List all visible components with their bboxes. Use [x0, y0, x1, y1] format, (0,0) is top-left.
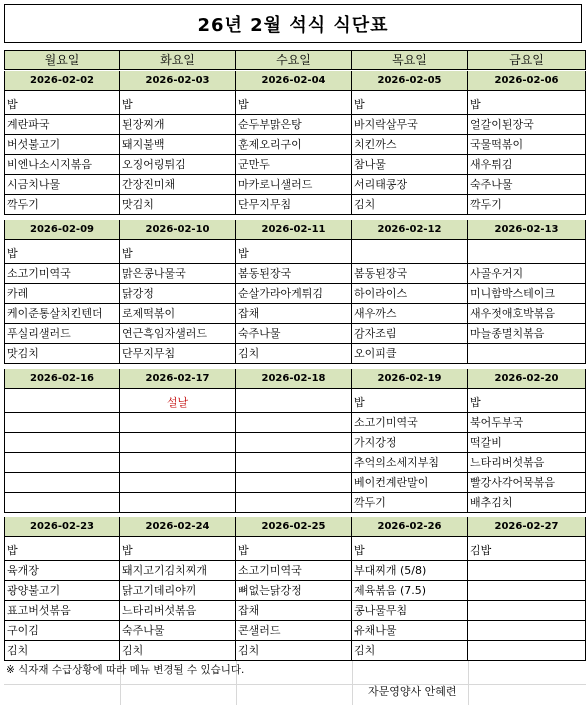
date-cell: 2026-02-04 [236, 71, 352, 91]
menu-item: 참나물 [352, 155, 468, 175]
date-cell: 2026-02-12 [352, 220, 468, 240]
menu-item: 느타리버섯볶음 [120, 601, 236, 621]
menu-item: 콩나물무침 [352, 601, 468, 621]
menu-item: 미니함박스테이크 [468, 284, 586, 304]
date-cell: 2026-02-25 [236, 517, 352, 537]
menu-row [4, 473, 586, 493]
menu-item: 순두부맑은탕 [236, 115, 352, 135]
menu-item: 맑은콩나물국 [120, 264, 236, 284]
menu-item [468, 344, 586, 364]
weekday-header-row [4, 50, 586, 70]
menu-item: 김밥 [468, 541, 586, 561]
spacer-cell [236, 240, 352, 244]
spacer-cell [352, 537, 468, 541]
spacer-cell [236, 537, 352, 541]
menu-item [120, 493, 236, 513]
weekday-header: 수요일 [236, 50, 352, 70]
menu-item: 김치 [4, 641, 120, 661]
menu-item: 밥 [4, 95, 120, 115]
menu-item: 감자조림 [352, 324, 468, 344]
weekday-header: 목요일 [352, 50, 468, 70]
menu-item: 유채나물 [352, 621, 468, 641]
menu-row [4, 413, 586, 433]
menu-item: 순살가라아게튀김 [236, 284, 352, 304]
spacer-cell [468, 91, 586, 95]
menu-item [352, 244, 468, 264]
spacer-cell [120, 240, 236, 244]
menu-item: 부대찌개 (5/8) [352, 561, 468, 581]
menu-item: 새우젓애호박볶음 [468, 304, 586, 324]
menu-row [4, 135, 586, 155]
menu-row [4, 155, 586, 175]
week-spacer [4, 389, 586, 393]
menu-item [468, 641, 586, 661]
menu-item [120, 413, 236, 433]
menu-item: 배추김치 [468, 493, 586, 513]
menu-item: 맛김치 [120, 195, 236, 215]
menu-item: 하이라이스 [352, 284, 468, 304]
gridline [352, 660, 353, 705]
menu-item: 연근흑임자샐러드 [120, 324, 236, 344]
menu-item [120, 473, 236, 493]
menu-item: 제육볶음 (7.5) [352, 581, 468, 601]
gridline [468, 660, 469, 705]
menu-item: 구이김 [4, 621, 120, 641]
menu-item: 시금치나물 [4, 175, 120, 195]
page-title: 26년 2월 석식 식단표 [4, 4, 582, 43]
menu-item: 봄동된장국 [352, 264, 468, 284]
menu-item: 밥 [468, 95, 586, 115]
date-row [4, 220, 586, 240]
menu-item: 잡채 [236, 601, 352, 621]
menu-item [4, 433, 120, 453]
menu-item [236, 493, 352, 513]
menu-item: 마카로니샐러드 [236, 175, 352, 195]
date-cell: 2026-02-23 [4, 517, 120, 537]
menu-item: 밥 [352, 541, 468, 561]
date-cell: 2026-02-20 [468, 369, 586, 389]
menu-item: 바지락살무국 [352, 115, 468, 135]
menu-item: 콘샐러드 [236, 621, 352, 641]
menu-item: 버섯불고기 [4, 135, 120, 155]
menu-row [4, 621, 586, 641]
menu-item: 가지강정 [352, 433, 468, 453]
menu-row [4, 493, 586, 513]
menu-row [4, 393, 586, 413]
weekday-header: 금요일 [468, 50, 586, 70]
menu-item: 간장진미채 [120, 175, 236, 195]
menu-item: 훈제오리구이 [236, 135, 352, 155]
menu-item: 느타리버섯볶음 [468, 453, 586, 473]
menu-row [4, 195, 586, 215]
menu-item: 닭강정 [120, 284, 236, 304]
holiday-label: 설날 [120, 393, 236, 413]
menu-item: 닭고기데리야끼 [120, 581, 236, 601]
gridline [4, 684, 586, 685]
menu-item: 잡채 [236, 304, 352, 324]
menu-item: 새우까스 [352, 304, 468, 324]
menu-row [4, 601, 586, 621]
menu-item: 돼지고기김치찌개 [120, 561, 236, 581]
date-cell: 2026-02-26 [352, 517, 468, 537]
menu-item [236, 433, 352, 453]
menu-row [4, 453, 586, 473]
date-row [4, 517, 586, 537]
date-cell: 2026-02-13 [468, 220, 586, 240]
menu-item: 깍두기 [468, 195, 586, 215]
weekday-header: 월요일 [4, 50, 120, 70]
date-row [4, 369, 586, 389]
menu-item [236, 393, 352, 413]
spacer-cell [468, 240, 586, 244]
menu-row [4, 95, 586, 115]
menu-row [4, 433, 586, 453]
menu-item [236, 453, 352, 473]
menu-row [4, 641, 586, 661]
nutritionist-signature: 자문영양사 안혜련 [368, 685, 457, 698]
menu-row [4, 264, 586, 284]
week-spacer [4, 91, 586, 95]
menu-item: 마늘종멸치볶음 [468, 324, 586, 344]
menu-item: 밥 [236, 95, 352, 115]
menu-row [4, 284, 586, 304]
date-cell: 2026-02-27 [468, 517, 586, 537]
menu-item: 김치 [236, 641, 352, 661]
menu-item [468, 244, 586, 264]
menu-row [4, 175, 586, 195]
menu-item [236, 473, 352, 493]
menu-item [120, 453, 236, 473]
menu-item: 빨강사각어묵볶음 [468, 473, 586, 493]
spacer-cell [120, 389, 236, 393]
menu-item: 김치 [352, 641, 468, 661]
spacer-cell [236, 389, 352, 393]
spacer-cell [4, 91, 120, 95]
date-row [4, 71, 586, 91]
menu-item: 푸실리샐러드 [4, 324, 120, 344]
menu-item: 뼈없는닭강정 [236, 581, 352, 601]
menu-item [4, 453, 120, 473]
menu-item [236, 413, 352, 433]
spacer-cell [4, 389, 120, 393]
date-cell: 2026-02-09 [4, 220, 120, 240]
menu-row [4, 561, 586, 581]
menu-item [4, 413, 120, 433]
menu-item: 사골우거지 [468, 264, 586, 284]
menu-row [4, 541, 586, 561]
menu-item: 밥 [4, 541, 120, 561]
menu-change-note: ※ 식자재 수급상황에 따라 메뉴 변경될 수 있습니다. [6, 664, 245, 676]
date-cell: 2026-02-02 [4, 71, 120, 91]
menu-item: 북어두부국 [468, 413, 586, 433]
date-cell: 2026-02-19 [352, 369, 468, 389]
date-cell: 2026-02-11 [236, 220, 352, 240]
menu-item: 김치 [352, 195, 468, 215]
menu-item [4, 493, 120, 513]
menu-item: 오이피클 [352, 344, 468, 364]
spacer-cell [352, 91, 468, 95]
menu-item: 소고기미역국 [236, 561, 352, 581]
spacer-cell [4, 240, 120, 244]
spacer-cell [352, 240, 468, 244]
menu-item: 밥 [236, 541, 352, 561]
date-cell: 2026-02-05 [352, 71, 468, 91]
spacer-cell [352, 389, 468, 393]
menu-item: 계란파국 [4, 115, 120, 135]
menu-item: 육개장 [4, 561, 120, 581]
menu-row [4, 304, 586, 324]
menu-item: 케이준통살치킨텐더 [4, 304, 120, 324]
menu-item [4, 473, 120, 493]
date-cell: 2026-02-17 [120, 369, 236, 389]
menu-item: 군만두 [236, 155, 352, 175]
menu-item [468, 561, 586, 581]
menu-item: 얼갈이된장국 [468, 115, 586, 135]
date-cell: 2026-02-10 [120, 220, 236, 240]
menu-item: 서리태콩장 [352, 175, 468, 195]
menu-item: 숙주나물 [468, 175, 586, 195]
weekday-header: 화요일 [120, 50, 236, 70]
spacer-cell [468, 537, 586, 541]
menu-item: 표고버섯볶음 [4, 601, 120, 621]
menu-item: 치킨까스 [352, 135, 468, 155]
menu-item: 추억의소세지부침 [352, 453, 468, 473]
menu-row [4, 115, 586, 135]
menu-item: 소고기미역국 [352, 413, 468, 433]
menu-item: 밥 [468, 393, 586, 413]
week-spacer [4, 537, 586, 541]
menu-item: 광양불고기 [4, 581, 120, 601]
menu-item: 밥 [120, 244, 236, 264]
menu-item: 숙주나물 [236, 324, 352, 344]
menu-item: 밥 [352, 95, 468, 115]
menu-item: 베이컨계란말이 [352, 473, 468, 493]
date-cell: 2026-02-16 [4, 369, 120, 389]
menu-row [4, 344, 586, 364]
menu-row [4, 244, 586, 264]
menu-item: 숙주나물 [120, 621, 236, 641]
spacer-cell [468, 389, 586, 393]
spacer-cell [4, 537, 120, 541]
menu-item [4, 393, 120, 413]
menu-item: 로제떡볶이 [120, 304, 236, 324]
menu-item [468, 581, 586, 601]
menu-item: 떡갈비 [468, 433, 586, 453]
menu-item: 비엔나소시지볶음 [4, 155, 120, 175]
menu-row [4, 581, 586, 601]
date-cell: 2026-02-24 [120, 517, 236, 537]
menu-item: 깍두기 [4, 195, 120, 215]
menu-item: 김치 [236, 344, 352, 364]
spacer-cell [236, 91, 352, 95]
menu-item: 깍두기 [352, 493, 468, 513]
menu-row [4, 324, 586, 344]
menu-item: 새우튀김 [468, 155, 586, 175]
menu-item: 맛김치 [4, 344, 120, 364]
menu-item [468, 621, 586, 641]
spacer-cell [120, 91, 236, 95]
date-cell: 2026-02-03 [120, 71, 236, 91]
menu-item: 김치 [120, 641, 236, 661]
week-spacer [4, 240, 586, 244]
menu-item: 밥 [352, 393, 468, 413]
menu-item: 밥 [4, 244, 120, 264]
menu-item: 소고기미역국 [4, 264, 120, 284]
spacer-cell [120, 537, 236, 541]
menu-item: 돼지불백 [120, 135, 236, 155]
menu-item: 밥 [120, 541, 236, 561]
menu-item: 오징어링튀김 [120, 155, 236, 175]
date-cell: 2026-02-18 [236, 369, 352, 389]
date-cell: 2026-02-06 [468, 71, 586, 91]
menu-item: 밥 [120, 95, 236, 115]
menu-item: 밥 [236, 244, 352, 264]
menu-item: 봄동된장국 [236, 264, 352, 284]
menu-item: 단무지무침 [236, 195, 352, 215]
menu-item: 단무지무침 [120, 344, 236, 364]
menu-item [468, 601, 586, 621]
menu-item: 국물떡볶이 [468, 135, 586, 155]
menu-item: 카레 [4, 284, 120, 304]
menu-item: 된장찌개 [120, 115, 236, 135]
menu-item [120, 433, 236, 453]
